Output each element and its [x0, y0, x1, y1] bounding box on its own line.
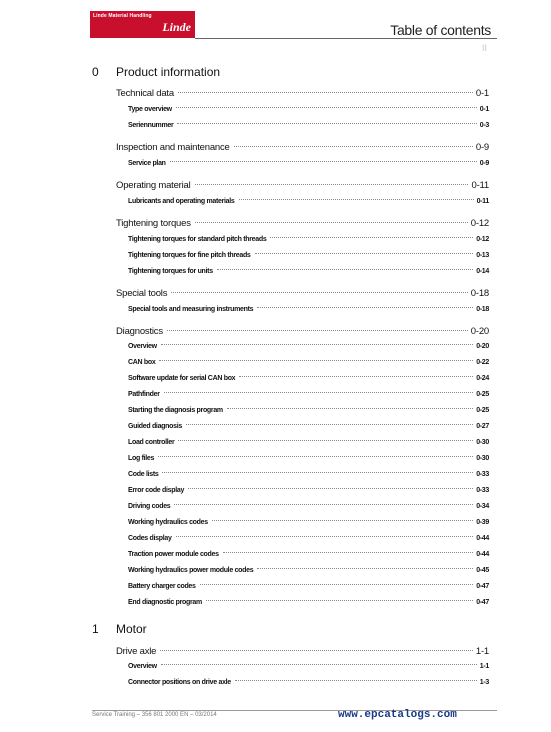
toc-label: Connector positions on drive axle	[128, 679, 231, 686]
dot-leader	[255, 253, 474, 254]
toc-page: 0-24	[476, 375, 489, 382]
dot-leader	[158, 456, 473, 457]
chapter-heading	[92, 65, 497, 79]
toc-entry[interactable]	[128, 551, 489, 558]
dot-leader	[176, 536, 474, 537]
toc-page: 0-20	[476, 343, 489, 350]
dot-leader	[223, 552, 473, 553]
toc-entry[interactable]	[116, 142, 489, 153]
toc-entry[interactable]	[116, 88, 489, 99]
toc-label: Overview	[128, 663, 157, 670]
toc-label: Working hydraulics power module codes	[128, 567, 254, 574]
toc-entry[interactable]	[128, 535, 489, 542]
toc-label: Software update for serial CAN box	[128, 375, 236, 382]
toc-entry[interactable]	[128, 122, 489, 129]
toc-entry[interactable]	[116, 180, 489, 191]
dot-leader	[167, 330, 468, 331]
dot-leader	[162, 472, 473, 473]
dot-leader	[234, 146, 473, 147]
dot-leader	[178, 92, 473, 93]
toc-label: Tightening torques for fine pitch threads	[128, 252, 251, 259]
toc-entry[interactable]	[116, 218, 489, 229]
dot-leader	[200, 584, 474, 585]
dot-leader	[171, 292, 468, 293]
chapter-title: Product information	[116, 65, 221, 79]
toc-entry[interactable]	[116, 326, 489, 337]
toc-page: 0-44	[476, 535, 489, 542]
dot-leader	[159, 360, 473, 361]
toc-entry[interactable]	[128, 679, 489, 686]
toc-page: 0-3	[479, 122, 489, 129]
toc-entry[interactable]	[128, 391, 489, 398]
dot-leader	[177, 123, 476, 124]
toc-label: Drive axle	[116, 646, 157, 657]
dot-leader	[212, 520, 473, 521]
toc-page: 0-47	[476, 599, 489, 606]
chapter-title: Motor	[116, 622, 147, 636]
dot-leader	[174, 504, 473, 505]
toc-page: 0-20	[470, 326, 489, 337]
toc-entry[interactable]	[128, 268, 489, 275]
toc-entry[interactable]	[128, 343, 489, 350]
toc-page: 0-25	[476, 391, 489, 398]
toc-label: Overview	[128, 343, 157, 350]
toc-entry[interactable]	[128, 487, 489, 494]
toc-label: Driving codes	[128, 503, 171, 510]
toc-page: 0-47	[476, 583, 489, 590]
dot-leader	[161, 664, 477, 665]
toc-label: Starting the diagnosis program	[128, 407, 223, 414]
dot-leader	[217, 269, 473, 270]
toc-page: 0-12	[476, 236, 489, 243]
toc-label: Pathfinder	[128, 391, 160, 398]
dot-leader	[188, 488, 473, 489]
toc-page: 0-11	[471, 180, 489, 191]
dot-leader	[270, 237, 473, 238]
dot-leader	[239, 376, 473, 377]
toc-page: 0-44	[476, 551, 489, 558]
toc-entry[interactable]	[128, 519, 489, 526]
toc-page: 0-9	[475, 142, 489, 153]
toc-label: Log files	[128, 455, 155, 462]
toc-page: 0-27	[476, 423, 489, 430]
toc-entry[interactable]	[128, 407, 489, 414]
dot-leader	[195, 222, 468, 223]
toc-label: Technical data	[116, 88, 174, 99]
toc-label: CAN box	[128, 359, 156, 366]
page-title: Table of contents	[390, 22, 491, 38]
toc-label: Type overview	[128, 106, 172, 113]
toc-label: Tightening torques for units	[128, 268, 213, 275]
toc-entry[interactable]	[116, 288, 489, 299]
brand-block	[90, 11, 195, 38]
dot-leader	[186, 424, 473, 425]
toc-page: 0-45	[476, 567, 489, 574]
toc-label: Seriennummer	[128, 122, 174, 129]
dot-leader	[170, 161, 477, 162]
dot-leader	[257, 568, 473, 569]
toc-entry[interactable]	[128, 359, 489, 366]
toc-label: Codes display	[128, 535, 172, 542]
dot-leader	[164, 392, 474, 393]
toc-entry[interactable]	[116, 646, 489, 657]
header-rule	[195, 38, 497, 39]
dot-leader	[195, 184, 469, 185]
dot-leader	[227, 408, 473, 409]
section-marker: II	[481, 43, 487, 53]
toc-entry[interactable]	[128, 423, 489, 430]
toc-page: 1-1	[475, 646, 489, 657]
linde-logo: Linde	[162, 20, 191, 34]
toc-entry[interactable]	[128, 455, 489, 462]
toc-page: 0-34	[476, 503, 489, 510]
toc-entry[interactable]	[128, 599, 489, 606]
toc-page: 1-1	[479, 663, 489, 670]
toc-entry[interactable]	[128, 236, 489, 243]
toc-page: 0-14	[476, 268, 489, 275]
toc-entry[interactable]	[128, 583, 489, 590]
toc-label: Error code display	[128, 487, 185, 494]
company-name: Linde Material Handling	[93, 13, 152, 19]
toc-entry[interactable]	[128, 471, 489, 478]
toc-page: 0-33	[476, 471, 489, 478]
toc-label: Diagnostics	[116, 326, 163, 337]
toc-page: 0-1	[479, 106, 489, 113]
dot-leader	[160, 650, 473, 651]
toc-label: End diagnostic program	[128, 599, 202, 606]
toc-page: 0-30	[476, 439, 489, 446]
dot-leader	[161, 344, 473, 345]
toc-page: 0-12	[470, 218, 489, 229]
toc-page: 0-11	[476, 198, 489, 205]
toc-label: Working hydraulics codes	[128, 519, 208, 526]
toc-entry[interactable]	[128, 106, 489, 113]
toc-label: Code lists	[128, 471, 159, 478]
toc-entry[interactable]	[128, 306, 489, 313]
toc-label: Lubricants and operating materials	[128, 198, 235, 205]
toc-entry[interactable]	[128, 375, 489, 382]
dot-leader	[176, 107, 477, 108]
toc-entry[interactable]	[128, 160, 489, 167]
toc-label: Battery charger codes	[128, 583, 196, 590]
toc-page: 0-33	[476, 487, 489, 494]
toc-entry[interactable]	[128, 567, 489, 574]
toc-label: Special tools and measuring instruments	[128, 306, 254, 313]
toc-page: 0-39	[476, 519, 489, 526]
toc-entry[interactable]	[128, 439, 489, 446]
toc-entry[interactable]	[128, 663, 489, 670]
toc-label: Traction power module codes	[128, 551, 219, 558]
toc-label: Service plan	[128, 160, 166, 167]
toc-page: 0-1	[475, 88, 489, 99]
dot-leader	[235, 680, 477, 681]
toc-entry[interactable]	[128, 252, 489, 259]
toc-label: Tightening torques for standard pitch threads	[128, 236, 267, 243]
toc-page: 0-22	[476, 359, 489, 366]
toc-label: Inspection and maintenance	[116, 142, 230, 153]
toc-page: 0-9	[479, 160, 489, 167]
toc-label: Guided diagnosis	[128, 423, 182, 430]
toc-page: 0-13	[476, 252, 489, 259]
chapter-number: 1	[92, 622, 99, 636]
footer-text: Service Training – 356 801 2000 EN – 03/2014	[92, 712, 217, 718]
toc-page: 1-3	[479, 679, 489, 686]
watermark: www.epcatalogs.com	[338, 709, 457, 721]
toc-page: 0-18	[470, 288, 489, 299]
toc-label: Special tools	[116, 288, 168, 299]
toc-page: 0-30	[476, 455, 489, 462]
toc-entry[interactable]	[128, 198, 489, 205]
toc-label: Operating material	[116, 180, 191, 191]
toc-entry[interactable]	[128, 503, 489, 510]
dot-leader	[178, 440, 473, 441]
dot-leader	[239, 199, 474, 200]
chapter-number: 0	[92, 65, 99, 79]
toc-label: Tightening torques	[116, 218, 191, 229]
dot-leader	[257, 307, 473, 308]
dot-leader	[206, 600, 473, 601]
toc-page: 0-25	[476, 407, 489, 414]
chapter-heading	[92, 622, 497, 636]
toc-label: Load controller	[128, 439, 175, 446]
toc-page: 0-18	[476, 306, 489, 313]
